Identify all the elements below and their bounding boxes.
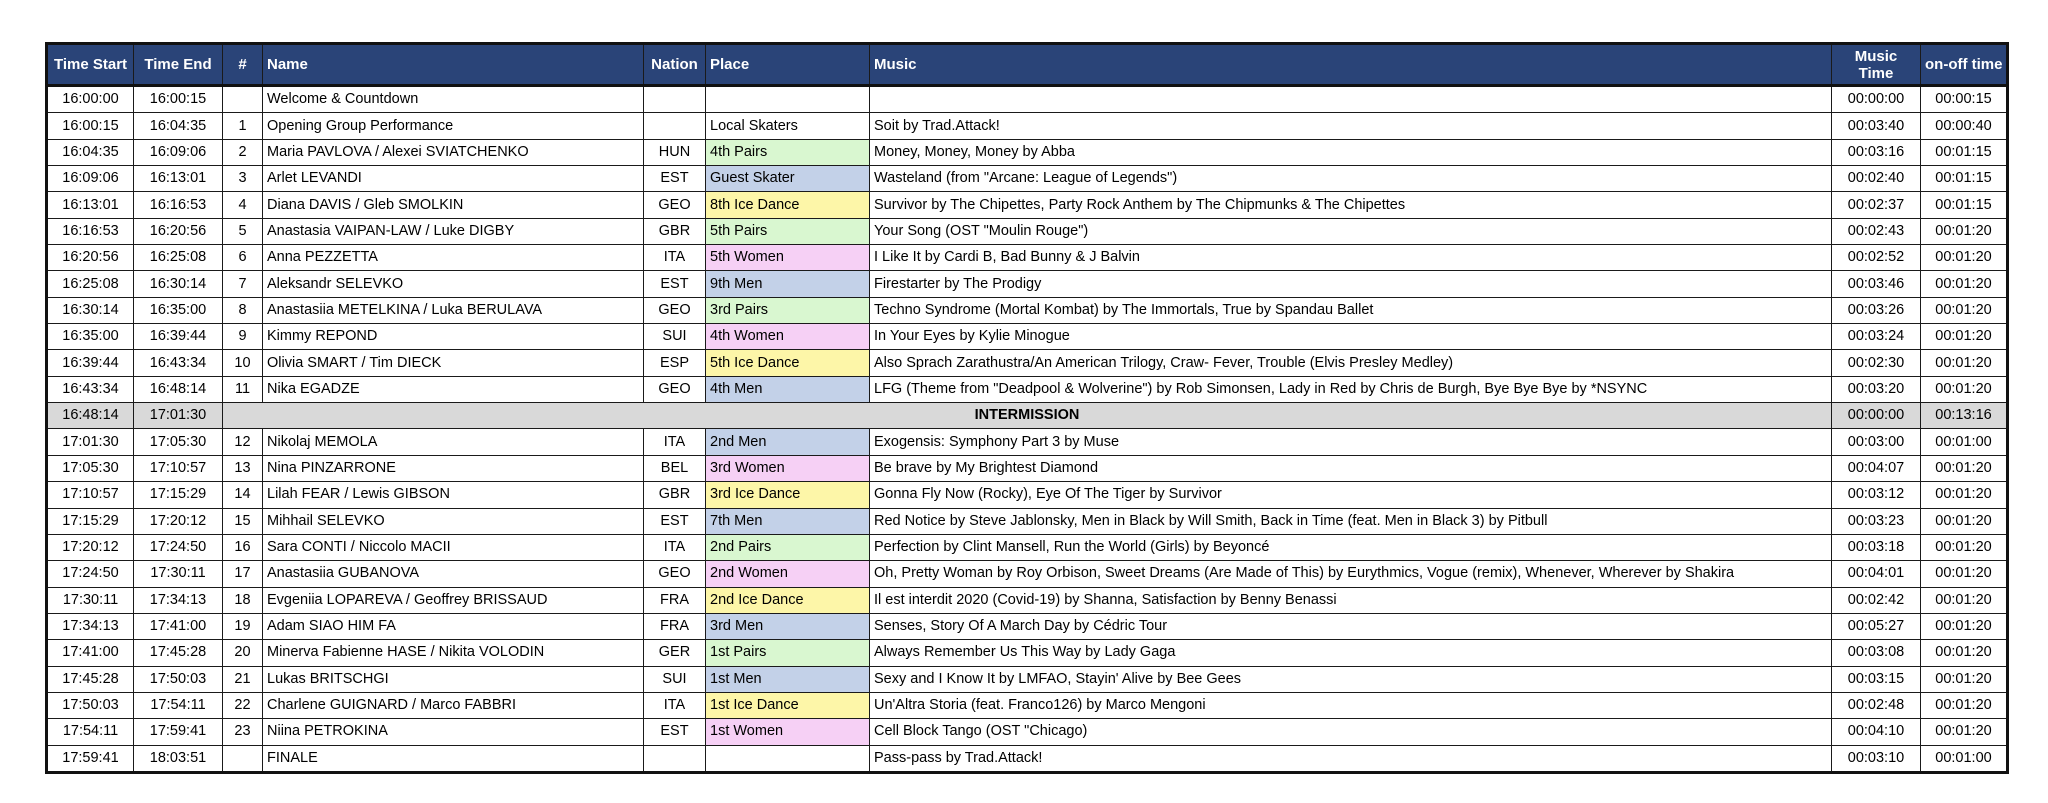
cell-on-off-time: 00:01:20 bbox=[1921, 534, 2008, 560]
cell-name: Sara CONTI / Niccolo MACII bbox=[263, 534, 644, 560]
table-row bbox=[47, 719, 2008, 745]
cell-number: 13 bbox=[223, 455, 263, 481]
cell-music-time: 00:03:20 bbox=[1832, 376, 1921, 402]
cell-music: Techno Syndrome (Mortal Kombat) by The Immortals, True by Spandau Ballet bbox=[870, 297, 1832, 323]
cell-music: Firestarter by The Prodigy bbox=[870, 271, 1832, 297]
cell-place: 4th Men bbox=[706, 376, 870, 402]
cell-time-end: 16:48:14 bbox=[134, 376, 223, 402]
cell-music-time: 00:02:37 bbox=[1832, 192, 1921, 218]
cell-number: 10 bbox=[223, 350, 263, 376]
cell-on-off-time: 00:01:20 bbox=[1921, 666, 2008, 692]
cell-name: Welcome & Countdown bbox=[263, 86, 644, 113]
cell-time-start: 16:16:53 bbox=[47, 218, 134, 244]
cell-time-start: 17:30:11 bbox=[47, 587, 134, 613]
cell-nation: EST bbox=[644, 271, 706, 297]
cell-number: 21 bbox=[223, 666, 263, 692]
cell-time-start: 16:00:00 bbox=[47, 86, 134, 113]
cell-name: Aleksandr SELEVKO bbox=[263, 271, 644, 297]
cell-music-time: 00:05:27 bbox=[1832, 613, 1921, 639]
cell-music: LFG (Theme from "Deadpool & Wolverine") by Rob Simonsen, Lady in Red by Chris de Burgh, Bye Bye Bye by *NSYNC bbox=[870, 376, 1832, 402]
cell-music: Soit by Trad.Attack! bbox=[870, 113, 1832, 139]
cell-number: 5 bbox=[223, 218, 263, 244]
cell-music-time: 00:04:07 bbox=[1832, 455, 1921, 481]
cell-time-end: 16:13:01 bbox=[134, 166, 223, 192]
cell-time-end: 17:59:41 bbox=[134, 719, 223, 745]
cell-nation: SUI bbox=[644, 324, 706, 350]
cell-place: 8th Ice Dance bbox=[706, 192, 870, 218]
cell-number: 4 bbox=[223, 192, 263, 218]
cell-time-start: 16:25:08 bbox=[47, 271, 134, 297]
cell-nation: GEO bbox=[644, 192, 706, 218]
cell-time-end: 17:20:12 bbox=[134, 508, 223, 534]
cell-music: Gonna Fly Now (Rocky), Eye Of The Tiger by Survivor bbox=[870, 482, 1832, 508]
cell-nation: ITA bbox=[644, 692, 706, 718]
table-row bbox=[47, 561, 2008, 587]
cell-music-time: 00:03:46 bbox=[1832, 271, 1921, 297]
cell-place: 4th Pairs bbox=[706, 139, 870, 165]
cell-nation: ESP bbox=[644, 350, 706, 376]
cell-time-start: 16:20:56 bbox=[47, 245, 134, 271]
cell-number: 18 bbox=[223, 587, 263, 613]
cell-nation: SUI bbox=[644, 666, 706, 692]
cell-music-time: 00:00:00 bbox=[1832, 86, 1921, 113]
cell-music-time: 00:04:01 bbox=[1832, 561, 1921, 587]
cell-music-time: 00:00:00 bbox=[1832, 403, 1921, 429]
cell-music: Pass-pass by Trad.Attack! bbox=[870, 745, 1832, 772]
cell-name: Nikolaj MEMOLA bbox=[263, 429, 644, 455]
cell-nation: GER bbox=[644, 640, 706, 666]
cell-number: 23 bbox=[223, 719, 263, 745]
cell-time-start: 17:41:00 bbox=[47, 640, 134, 666]
cell-time-start: 16:00:15 bbox=[47, 113, 134, 139]
header-nation: Nation bbox=[644, 44, 706, 86]
cell-on-off-time: 00:01:20 bbox=[1921, 297, 2008, 323]
table-row bbox=[47, 324, 2008, 350]
cell-number: 14 bbox=[223, 482, 263, 508]
cell-music-time: 00:03:15 bbox=[1832, 666, 1921, 692]
cell-music: Always Remember Us This Way by Lady Gaga bbox=[870, 640, 1832, 666]
table-row bbox=[47, 218, 2008, 244]
cell-name: Niina PETROKINA bbox=[263, 719, 644, 745]
table-row bbox=[47, 455, 2008, 481]
cell-music: Il est interdit 2020 (Covid-19) by Shanna, Satisfaction by Benny Benassi bbox=[870, 587, 1832, 613]
cell-on-off-time: 00:01:20 bbox=[1921, 587, 2008, 613]
table-row bbox=[47, 86, 2008, 113]
header-music-time: Music Time bbox=[1832, 44, 1921, 86]
cell-time-start: 17:54:11 bbox=[47, 719, 134, 745]
cell-on-off-time: 00:01:20 bbox=[1921, 324, 2008, 350]
cell-time-start: 17:50:03 bbox=[47, 692, 134, 718]
cell-on-off-time: 00:01:20 bbox=[1921, 613, 2008, 639]
header-on-off-time: on-off time bbox=[1921, 44, 2008, 86]
table-row bbox=[47, 271, 2008, 297]
cell-music-time: 00:03:12 bbox=[1832, 482, 1921, 508]
cell-music: Cell Block Tango (OST "Chicago) bbox=[870, 719, 1832, 745]
cell-time-end: 17:15:29 bbox=[134, 482, 223, 508]
cell-on-off-time: 00:01:00 bbox=[1921, 745, 2008, 772]
cell-time-end: 16:35:00 bbox=[134, 297, 223, 323]
cell-music: I Like It by Cardi B, Bad Bunny & J Balvin bbox=[870, 245, 1832, 271]
cell-music-time: 00:03:10 bbox=[1832, 745, 1921, 772]
cell-name: Anastasia VAIPAN-LAW / Luke DIGBY bbox=[263, 218, 644, 244]
cell-time-start: 17:10:57 bbox=[47, 482, 134, 508]
cell-nation: GEO bbox=[644, 297, 706, 323]
cell-on-off-time: 00:01:20 bbox=[1921, 561, 2008, 587]
cell-on-off-time: 00:01:20 bbox=[1921, 482, 2008, 508]
cell-name: Anna PEZZETTA bbox=[263, 245, 644, 271]
cell-place: 1st Men bbox=[706, 666, 870, 692]
cell-number: 7 bbox=[223, 271, 263, 297]
cell-place: 4th Women bbox=[706, 324, 870, 350]
cell-place: 5th Ice Dance bbox=[706, 350, 870, 376]
cell-name: Nika EGADZE bbox=[263, 376, 644, 402]
cell-music-time: 00:02:40 bbox=[1832, 166, 1921, 192]
cell-time-end: 16:39:44 bbox=[134, 324, 223, 350]
cell-name: Diana DAVIS / Gleb SMOLKIN bbox=[263, 192, 644, 218]
intermission-label: INTERMISSION bbox=[223, 403, 1832, 429]
cell-time-end: 17:10:57 bbox=[134, 455, 223, 481]
cell-on-off-time: 00:01:20 bbox=[1921, 508, 2008, 534]
cell-time-start: 17:24:50 bbox=[47, 561, 134, 587]
cell-nation: ITA bbox=[644, 245, 706, 271]
cell-place: 2nd Men bbox=[706, 429, 870, 455]
cell-music: Perfection by Clint Mansell, Run the World (Girls) by Beyoncé bbox=[870, 534, 1832, 560]
cell-name: Arlet LEVANDI bbox=[263, 166, 644, 192]
table-row bbox=[47, 508, 2008, 534]
cell-place: 1st Pairs bbox=[706, 640, 870, 666]
cell-nation: ITA bbox=[644, 429, 706, 455]
cell-music-time: 00:04:10 bbox=[1832, 719, 1921, 745]
table-row bbox=[47, 745, 2008, 772]
cell-time-end: 17:34:13 bbox=[134, 587, 223, 613]
cell-time-end: 16:43:34 bbox=[134, 350, 223, 376]
cell-name: Olivia SMART / Tim DIECK bbox=[263, 350, 644, 376]
cell-time-start: 16:39:44 bbox=[47, 350, 134, 376]
table-row bbox=[47, 640, 2008, 666]
cell-music-time: 00:03:00 bbox=[1832, 429, 1921, 455]
cell-on-off-time: 00:01:15 bbox=[1921, 139, 2008, 165]
cell-on-off-time: 00:01:20 bbox=[1921, 271, 2008, 297]
cell-time-end: 17:01:30 bbox=[134, 403, 223, 429]
cell-time-start: 16:04:35 bbox=[47, 139, 134, 165]
cell-name: Nina PINZARRONE bbox=[263, 455, 644, 481]
cell-music-time: 00:03:26 bbox=[1832, 297, 1921, 323]
cell-name: Anastasiia GUBANOVA bbox=[263, 561, 644, 587]
cell-music-time: 00:02:43 bbox=[1832, 218, 1921, 244]
cell-name: Charlene GUIGNARD / Marco FABBRI bbox=[263, 692, 644, 718]
table-row bbox=[47, 376, 2008, 402]
cell-nation: GBR bbox=[644, 218, 706, 244]
cell-time-start: 16:09:06 bbox=[47, 166, 134, 192]
cell-on-off-time: 00:01:20 bbox=[1921, 640, 2008, 666]
table-row bbox=[47, 534, 2008, 560]
cell-place: 2nd Pairs bbox=[706, 534, 870, 560]
cell-nation: FRA bbox=[644, 613, 706, 639]
cell-nation bbox=[644, 86, 706, 113]
cell-number: 15 bbox=[223, 508, 263, 534]
cell-time-start: 16:35:00 bbox=[47, 324, 134, 350]
cell-on-off-time: 00:00:15 bbox=[1921, 86, 2008, 113]
cell-time-start: 16:48:14 bbox=[47, 403, 134, 429]
header-number: # bbox=[223, 44, 263, 86]
cell-name: Lilah FEAR / Lewis GIBSON bbox=[263, 482, 644, 508]
cell-place bbox=[706, 745, 870, 772]
cell-name: Evgeniia LOPAREVA / Geoffrey BRISSAUD bbox=[263, 587, 644, 613]
table-row bbox=[47, 166, 2008, 192]
table-row bbox=[47, 192, 2008, 218]
cell-number: 12 bbox=[223, 429, 263, 455]
cell-place: 5th Women bbox=[706, 245, 870, 271]
cell-music-time: 00:03:23 bbox=[1832, 508, 1921, 534]
cell-on-off-time: 00:01:20 bbox=[1921, 455, 2008, 481]
cell-number bbox=[223, 745, 263, 772]
cell-name: Lukas BRITSCHGI bbox=[263, 666, 644, 692]
cell-on-off-time: 00:01:20 bbox=[1921, 350, 2008, 376]
cell-music: Red Notice by Steve Jablonsky, Men in Black by Will Smith, Back in Time (feat. Men in Black 3) by Pitbull bbox=[870, 508, 1832, 534]
cell-number: 19 bbox=[223, 613, 263, 639]
cell-number: 1 bbox=[223, 113, 263, 139]
table-row bbox=[47, 429, 2008, 455]
table-row bbox=[47, 482, 2008, 508]
table-row bbox=[47, 587, 2008, 613]
cell-time-end: 17:05:30 bbox=[134, 429, 223, 455]
cell-nation: ITA bbox=[644, 534, 706, 560]
cell-music-time: 00:03:16 bbox=[1832, 139, 1921, 165]
cell-time-start: 17:15:29 bbox=[47, 508, 134, 534]
cell-on-off-time: 00:01:20 bbox=[1921, 692, 2008, 718]
cell-nation: BEL bbox=[644, 455, 706, 481]
cell-time-end: 16:16:53 bbox=[134, 192, 223, 218]
cell-place: 3rd Pairs bbox=[706, 297, 870, 323]
cell-place: 2nd Ice Dance bbox=[706, 587, 870, 613]
cell-nation: EST bbox=[644, 719, 706, 745]
cell-on-off-time: 00:01:20 bbox=[1921, 245, 2008, 271]
cell-number: 6 bbox=[223, 245, 263, 271]
cell-music: Be brave by My Brightest Diamond bbox=[870, 455, 1832, 481]
table-row bbox=[47, 613, 2008, 639]
cell-name: Kimmy REPOND bbox=[263, 324, 644, 350]
cell-music: Wasteland (from "Arcane: League of Legends") bbox=[870, 166, 1832, 192]
cell-music-time: 00:03:08 bbox=[1832, 640, 1921, 666]
cell-music-time: 00:03:18 bbox=[1832, 534, 1921, 560]
cell-nation: FRA bbox=[644, 587, 706, 613]
cell-nation: EST bbox=[644, 166, 706, 192]
cell-time-start: 17:05:30 bbox=[47, 455, 134, 481]
schedule-table bbox=[45, 42, 2009, 774]
cell-name: Adam SIAO HIM FA bbox=[263, 613, 644, 639]
table-row bbox=[47, 666, 2008, 692]
cell-music: Un'Altra Storia (feat. Franco126) by Marco Mengoni bbox=[870, 692, 1832, 718]
cell-music bbox=[870, 86, 1832, 113]
cell-music: Exogensis: Symphony Part 3 by Muse bbox=[870, 429, 1832, 455]
cell-time-end: 17:30:11 bbox=[134, 561, 223, 587]
table-row bbox=[47, 297, 2008, 323]
cell-number: 17 bbox=[223, 561, 263, 587]
cell-place: 1st Women bbox=[706, 719, 870, 745]
cell-place: 1st Ice Dance bbox=[706, 692, 870, 718]
table-row bbox=[47, 245, 2008, 271]
cell-number: 2 bbox=[223, 139, 263, 165]
cell-time-end: 16:25:08 bbox=[134, 245, 223, 271]
cell-time-start: 16:13:01 bbox=[47, 192, 134, 218]
cell-time-end: 16:30:14 bbox=[134, 271, 223, 297]
cell-place: 9th Men bbox=[706, 271, 870, 297]
schedule-body bbox=[47, 86, 2008, 773]
cell-nation: EST bbox=[644, 508, 706, 534]
header-name: Name bbox=[263, 44, 644, 86]
cell-time-end: 17:41:00 bbox=[134, 613, 223, 639]
cell-on-off-time: 00:01:00 bbox=[1921, 429, 2008, 455]
cell-place: 7th Men bbox=[706, 508, 870, 534]
cell-music-time: 00:02:48 bbox=[1832, 692, 1921, 718]
cell-name: Mihhail SELEVKO bbox=[263, 508, 644, 534]
cell-nation: GEO bbox=[644, 561, 706, 587]
cell-time-start: 17:20:12 bbox=[47, 534, 134, 560]
cell-place: 3rd Men bbox=[706, 613, 870, 639]
header-time-end: Time End bbox=[134, 44, 223, 86]
cell-music: Also Sprach Zarathustra/An American Trilogy, Craw- Fever, Trouble (Elvis Presley Medley) bbox=[870, 350, 1832, 376]
cell-time-start: 17:59:41 bbox=[47, 745, 134, 772]
cell-time-end: 17:50:03 bbox=[134, 666, 223, 692]
cell-time-end: 16:04:35 bbox=[134, 113, 223, 139]
header-music: Music bbox=[870, 44, 1832, 86]
cell-time-end: 17:45:28 bbox=[134, 640, 223, 666]
cell-music-time: 00:02:30 bbox=[1832, 350, 1921, 376]
cell-music: Survivor by The Chipettes, Party Rock Anthem by The Chipmunks & The Chipettes bbox=[870, 192, 1832, 218]
cell-music: In Your Eyes by Kylie Minogue bbox=[870, 324, 1832, 350]
table-row bbox=[47, 692, 2008, 718]
table-row bbox=[47, 113, 2008, 139]
cell-time-end: 16:20:56 bbox=[134, 218, 223, 244]
cell-time-end: 17:54:11 bbox=[134, 692, 223, 718]
cell-nation: GBR bbox=[644, 482, 706, 508]
cell-number bbox=[223, 86, 263, 113]
cell-music-time: 00:03:24 bbox=[1832, 324, 1921, 350]
cell-time-start: 16:43:34 bbox=[47, 376, 134, 402]
cell-time-end: 18:03:51 bbox=[134, 745, 223, 772]
cell-music: Oh, Pretty Woman by Roy Orbison, Sweet Dreams (Are Made of This) by Eurythmics, Vogue (remix), Whenever, Wherever by Shakira bbox=[870, 561, 1832, 587]
cell-on-off-time: 00:00:40 bbox=[1921, 113, 2008, 139]
cell-nation bbox=[644, 113, 706, 139]
cell-time-start: 16:30:14 bbox=[47, 297, 134, 323]
header-time-start: Time Start bbox=[47, 44, 134, 86]
cell-on-off-time: 00:01:20 bbox=[1921, 218, 2008, 244]
cell-time-start: 17:34:13 bbox=[47, 613, 134, 639]
cell-on-off-time: 00:13:16 bbox=[1921, 403, 2008, 429]
cell-place: 3rd Ice Dance bbox=[706, 482, 870, 508]
cell-number: 20 bbox=[223, 640, 263, 666]
cell-time-start: 17:45:28 bbox=[47, 666, 134, 692]
header-row bbox=[47, 44, 2008, 86]
cell-number: 22 bbox=[223, 692, 263, 718]
cell-name: FINALE bbox=[263, 745, 644, 772]
header-place: Place bbox=[706, 44, 870, 86]
cell-place: Local Skaters bbox=[706, 113, 870, 139]
cell-place bbox=[706, 86, 870, 113]
cell-on-off-time: 00:01:20 bbox=[1921, 376, 2008, 402]
cell-nation: HUN bbox=[644, 139, 706, 165]
cell-nation bbox=[644, 745, 706, 772]
cell-music: Senses, Story Of A March Day by Cédric Tour bbox=[870, 613, 1832, 639]
cell-name: Opening Group Performance bbox=[263, 113, 644, 139]
cell-name: Minerva Fabienne HASE / Nikita VOLODIN bbox=[263, 640, 644, 666]
cell-music-time: 00:02:42 bbox=[1832, 587, 1921, 613]
cell-time-end: 16:09:06 bbox=[134, 139, 223, 165]
cell-music: Money, Money, Money by Abba bbox=[870, 139, 1832, 165]
cell-number: 16 bbox=[223, 534, 263, 560]
cell-on-off-time: 00:01:15 bbox=[1921, 192, 2008, 218]
cell-time-start: 17:01:30 bbox=[47, 429, 134, 455]
cell-music: Sexy and I Know It by LMFAO, Stayin' Alive by Bee Gees bbox=[870, 666, 1832, 692]
cell-music-time: 00:03:40 bbox=[1832, 113, 1921, 139]
intermission-row bbox=[47, 403, 2008, 429]
cell-place: 3rd Women bbox=[706, 455, 870, 481]
cell-on-off-time: 00:01:15 bbox=[1921, 166, 2008, 192]
cell-place: 2nd Women bbox=[706, 561, 870, 587]
table-row bbox=[47, 139, 2008, 165]
cell-music-time: 00:02:52 bbox=[1832, 245, 1921, 271]
cell-time-end: 16:00:15 bbox=[134, 86, 223, 113]
cell-time-end: 17:24:50 bbox=[134, 534, 223, 560]
table-row bbox=[47, 350, 2008, 376]
cell-on-off-time: 00:01:20 bbox=[1921, 719, 2008, 745]
cell-number: 11 bbox=[223, 376, 263, 402]
cell-number: 8 bbox=[223, 297, 263, 323]
cell-number: 3 bbox=[223, 166, 263, 192]
cell-music: Your Song (OST "Moulin Rouge") bbox=[870, 218, 1832, 244]
cell-number: 9 bbox=[223, 324, 263, 350]
cell-name: Anastasiia METELKINA / Luka BERULAVA bbox=[263, 297, 644, 323]
cell-name: Maria PAVLOVA / Alexei SVIATCHENKO bbox=[263, 139, 644, 165]
schedule-sheet bbox=[45, 42, 2006, 774]
cell-nation: GEO bbox=[644, 376, 706, 402]
cell-place: 5th Pairs bbox=[706, 218, 870, 244]
cell-place: Guest Skater bbox=[706, 166, 870, 192]
